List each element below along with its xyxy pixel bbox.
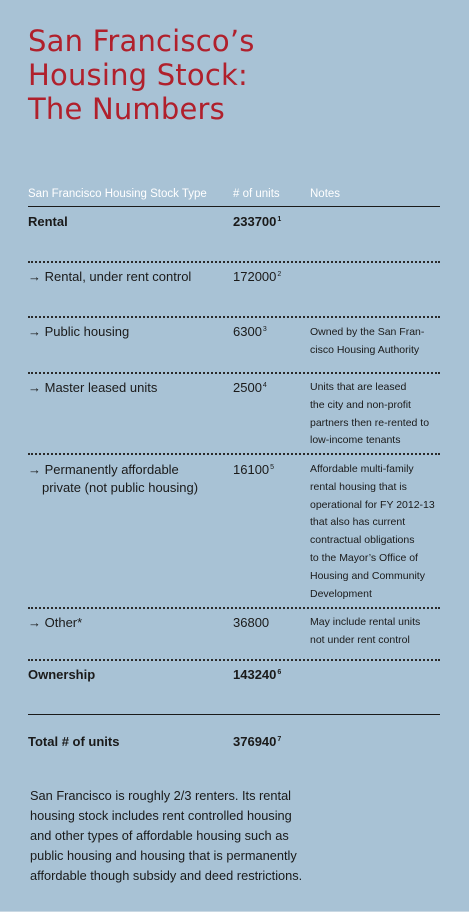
table-row-ownership [28,661,440,715]
row-units: 233700$^1$ [233,214,282,229]
title-line-1: San Francisco’s [28,24,255,58]
row-type: Total # of units [28,734,120,749]
row-units: 36800 [233,615,270,630]
table-row-master-leased [28,374,440,455]
row-type: → Public housing [28,324,130,339]
row-units: 376940$^7$ [233,734,282,749]
row-type: → Permanently affordable private (not public housing) [28,462,199,495]
row-notes: Units that are leased the city and non-profit partners then re-rented to low-income tenants [310,381,430,447]
row-type: → Master leased units [28,380,158,395]
title-line-3: The Numbers [28,92,225,126]
housing-stock-table [28,186,440,755]
summary-line: affordable though subsidy and deed restrictions. [30,868,303,883]
row-units: 172000$^2$ [233,269,282,284]
summary-line: and other types of affordable housing such as [30,828,289,843]
summary-line: San Francisco is roughly 2/3 renters. Its rental [30,788,292,803]
row-units: 2500$^4$ [233,380,267,395]
row-type: Rental [28,214,68,229]
row-notes: Affordable multi-family rental housing that is operational for FY 2012-13 that also has current contractual obligations to the Mayor’s Office of Housing and Community Development [310,463,435,600]
header-type: San Francisco Housing Stock Type [28,188,207,200]
row-type: Ownership [28,667,96,682]
summary-line: public housing and housing that is permanently [30,848,297,863]
title-line-2: Housing Stock: [28,58,248,92]
table-row-total [28,715,440,755]
row-units: 143240$^6$ [233,667,282,682]
header-notes: Notes [310,188,341,200]
summary-paragraph [30,786,350,886]
table-row-other [28,609,440,661]
table-row-rent-control [28,263,440,318]
row-type: → Other* [28,615,83,630]
page-title [28,24,255,126]
table-row-permanently-affordable [28,455,440,609]
row-notes: Owned by the San Fran- cisco Housing Authority [310,326,425,356]
summary-line: housing stock includes rent controlled housing [30,808,292,823]
row-notes: May include rental units not under rent control [310,616,421,646]
table-row-rental [28,207,440,263]
row-units: 16100$^5$ [233,462,275,477]
row-units: 6300$^3$ [233,324,267,339]
row-type: → Rental, under rent control [28,269,192,284]
header-units: # of units [233,188,280,200]
table-header [28,186,440,207]
table-row-public-housing [28,318,440,374]
